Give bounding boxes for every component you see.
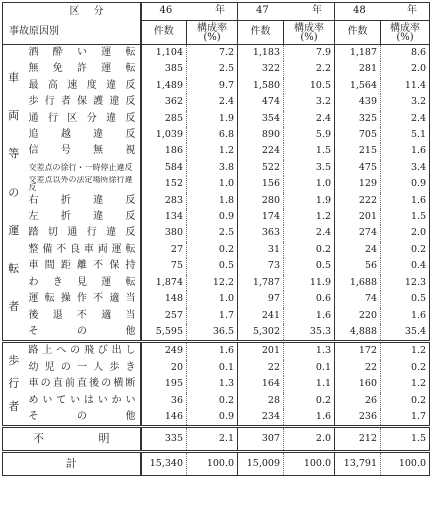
table-row (3, 275, 430, 291)
ratio-cell: 0.2 (284, 393, 335, 409)
ratio-cell: 1.5 (284, 143, 335, 159)
cause-label: 右折違反 (28, 194, 136, 206)
ratio-cell: 9.7 (187, 78, 238, 94)
ratio-cell: 1.3 (284, 342, 335, 360)
count-cell: 201 (238, 342, 284, 360)
count-cell: 156 (238, 176, 284, 192)
table-row (3, 324, 430, 342)
count-cell: 705 (335, 127, 381, 143)
ratio-cell: 1.6 (284, 409, 335, 427)
count-cell: 20 (141, 360, 187, 376)
ratio-cell: 2.0 (284, 427, 335, 452)
ratio-cell: 1.2 (284, 209, 335, 225)
count-cell: 56 (335, 258, 381, 274)
group-label-char: 等 (8, 147, 20, 161)
ratio-unit: (%) (396, 31, 414, 43)
ratio-cell: 1.9 (187, 111, 238, 127)
group-label-char: 者 (8, 400, 20, 414)
group-label-char: 両 (8, 109, 20, 123)
ratio-cell: 0.9 (187, 209, 238, 225)
count-cell: 174 (238, 209, 284, 225)
count-cell: 24 (335, 242, 381, 258)
ratio-cell: 1.0 (187, 176, 238, 192)
table-row (3, 127, 430, 143)
table-row (3, 143, 430, 159)
unknown-row (3, 427, 430, 452)
count-cell: 236 (335, 409, 381, 427)
ratio-unit: (%) (300, 31, 318, 43)
year-48-unit: 年 (407, 5, 418, 17)
table-row (3, 78, 430, 94)
table-row (3, 393, 430, 409)
count-cell: 385 (141, 61, 187, 77)
table-row (3, 342, 430, 360)
count-cell: 522 (238, 160, 284, 176)
count-cell: 129 (335, 176, 381, 192)
cause-label: 通行区分違反 (28, 112, 136, 124)
ratio-cell: 0.2 (187, 393, 238, 409)
count-cell: 362 (141, 94, 187, 110)
count-cell: 134 (141, 209, 187, 225)
ratio-cell: 35.3 (284, 324, 335, 342)
count-cell: 475 (335, 160, 381, 176)
ratio-cell: 0.9 (187, 409, 238, 427)
total-row (3, 452, 430, 476)
count-cell: 27 (141, 242, 187, 258)
table-row (3, 258, 430, 274)
table-row (3, 176, 430, 192)
ratio-cell: 2.2 (284, 61, 335, 77)
count-cell: 212 (335, 427, 381, 452)
cause-label: 最高速度違反 (28, 79, 136, 91)
cause-label: その他 (25, 324, 141, 342)
cause-label: 後退不適当 (28, 309, 136, 321)
cause-label: 路上への飛び出し (25, 342, 141, 360)
ratio-cell: 2.5 (187, 225, 238, 241)
year-47-unit: 年 (312, 5, 323, 17)
ratio-cell: 2.4 (284, 111, 335, 127)
count-cell: 1,787 (238, 275, 284, 291)
count-cell: 28 (238, 393, 284, 409)
ratio-cell: 5.9 (284, 127, 335, 143)
count-cell: 224 (238, 143, 284, 159)
ratio-cell: 5.1 (381, 127, 430, 143)
count-cell: 307 (238, 427, 284, 452)
ratio-cell: 1.6 (284, 308, 335, 324)
ratio-cell: 2.1 (187, 427, 238, 452)
count-cell: 222 (335, 193, 381, 209)
count-cell: 15,009 (238, 452, 284, 476)
ratio-cell: 0.2 (381, 360, 430, 376)
ratio-label: 構成率 (197, 22, 227, 34)
count-cell: 1,104 (141, 45, 187, 62)
count-cell: 186 (141, 143, 187, 159)
table-row (3, 61, 430, 77)
ratio-cell: 2.5 (187, 61, 238, 77)
table-row (3, 111, 430, 127)
count-cell: 146 (141, 409, 187, 427)
ratio-cell: 0.1 (284, 360, 335, 376)
count-cell: 274 (335, 225, 381, 241)
table-row (3, 225, 430, 241)
ratio-cell: 7.9 (284, 45, 335, 62)
count-cell: 283 (141, 193, 187, 209)
table-row (3, 291, 430, 307)
count-cell: 36 (141, 393, 187, 409)
count-cell: 1,039 (141, 127, 187, 143)
ratio-cell: 1.6 (381, 143, 430, 159)
count-cell: 4,888 (335, 324, 381, 342)
ratio-cell: 10.5 (284, 78, 335, 94)
count-cell: 97 (238, 291, 284, 307)
ratio-cell: 3.4 (381, 160, 430, 176)
count-cell: 1,580 (238, 78, 284, 94)
count-cell: 148 (141, 291, 187, 307)
group-label-char: の (8, 185, 20, 199)
cause-label: その他 (25, 409, 141, 427)
count-cell: 1,187 (335, 45, 381, 62)
group-label-char: 者 (8, 300, 20, 314)
total-label: 計 (3, 452, 141, 476)
ratio-cell: 100.0 (187, 452, 238, 476)
count-cell: 31 (238, 242, 284, 258)
ratio-cell: 0.6 (284, 291, 335, 307)
ratio-cell: 2.4 (381, 111, 430, 127)
ratio-cell: 0.2 (284, 242, 335, 258)
ratio-cell: 12.2 (187, 275, 238, 291)
year-48-header (335, 3, 430, 21)
count-cell: 15,340 (141, 452, 187, 476)
ratio-cell: 3.2 (381, 94, 430, 110)
ratio-cell: 0.4 (381, 258, 430, 274)
ratio-cell: 1.2 (381, 376, 430, 392)
ratio-cell: 11.4 (381, 78, 430, 94)
count-cell: 584 (141, 160, 187, 176)
count-cell: 335 (141, 427, 187, 452)
ratio-cell: 0.2 (381, 242, 430, 258)
count-cell: 172 (335, 342, 381, 360)
pedestrian-group-label (3, 342, 25, 427)
ratio-header-48 (381, 21, 430, 45)
count-cell: 354 (238, 111, 284, 127)
ratio-cell: 3.8 (187, 160, 238, 176)
unknown-label: 不明 (3, 427, 141, 452)
cause-label: 左折違反 (28, 211, 136, 223)
cause-label: 歩行者保護違反 (28, 96, 136, 108)
cause-label: 幼児の一人歩き (28, 361, 136, 373)
ratio-cell: 12.3 (381, 275, 430, 291)
ratio-cell: 0.1 (187, 360, 238, 376)
count-cell: 257 (141, 308, 187, 324)
count-cell: 280 (238, 193, 284, 209)
ratio-cell: 100.0 (284, 452, 335, 476)
ratio-cell: 35.4 (381, 324, 430, 342)
count-cell: 201 (335, 209, 381, 225)
ratio-cell: 0.9 (381, 176, 430, 192)
count-cell: 1,688 (335, 275, 381, 291)
ratio-cell: 1.8 (187, 193, 238, 209)
group-label-char: 行 (8, 377, 20, 391)
group-label-char: 車 (8, 71, 20, 85)
table-row (3, 94, 430, 110)
count-header-46: 件数 (141, 21, 187, 45)
cause-label: 車間距離不保持 (28, 260, 136, 272)
table-row (3, 242, 430, 258)
count-cell: 26 (335, 393, 381, 409)
accident-cause-table-container (2, 2, 429, 476)
cause-label: 踏切通行違反 (28, 227, 136, 239)
ratio-cell: 2.4 (187, 94, 238, 110)
ratio-cell: 36.5 (187, 324, 238, 342)
ratio-cell: 0.5 (284, 258, 335, 274)
ratio-label: 構成率 (294, 22, 325, 34)
ratio-cell: 7.2 (187, 45, 238, 62)
cause-label: 信号無視 (28, 145, 136, 157)
cause-label: 無免許運転 (28, 63, 136, 75)
count-cell: 1,874 (141, 275, 187, 291)
ratio-cell: 1.2 (187, 143, 238, 159)
group-label-char: 運 (8, 223, 20, 237)
year-48-number: 48 (353, 5, 366, 17)
count-cell: 380 (141, 225, 187, 241)
ratio-label: 構成率 (390, 22, 421, 34)
year-46-header (141, 3, 238, 21)
count-cell: 152 (141, 176, 187, 192)
count-header-47: 件数 (238, 21, 284, 45)
ratio-cell: 1.0 (187, 291, 238, 307)
count-cell: 74 (335, 291, 381, 307)
ratio-cell: 100.0 (381, 452, 430, 476)
count-cell: 281 (335, 61, 381, 77)
ratio-cell: 2.0 (381, 61, 430, 77)
accident-cause-table (2, 2, 430, 476)
table-row (3, 409, 430, 427)
ratio-cell: 11.9 (284, 275, 335, 291)
ratio-cell: 1.6 (381, 308, 430, 324)
table-row (3, 45, 430, 62)
ratio-cell: 6.8 (187, 127, 238, 143)
ratio-cell: 1.3 (187, 376, 238, 392)
count-cell: 890 (238, 127, 284, 143)
ratio-cell: 1.5 (381, 427, 430, 452)
ratio-cell: 2.4 (284, 225, 335, 241)
cause-label: 運転操作不適当 (28, 293, 136, 305)
count-cell: 249 (141, 342, 187, 360)
table-row (3, 308, 430, 324)
ratio-cell: 0.5 (381, 291, 430, 307)
count-cell: 285 (141, 111, 187, 127)
count-cell: 325 (335, 111, 381, 127)
table-row (3, 360, 430, 376)
ratio-cell: 2.0 (381, 225, 430, 241)
ratio-unit: (%) (203, 31, 221, 43)
count-cell: 234 (238, 409, 284, 427)
group-label-char: 転 (8, 261, 20, 275)
cause-label: わき見運転 (28, 276, 136, 288)
count-cell: 73 (238, 258, 284, 274)
cause-label: 交差点の徐行・一時停止違反 (28, 162, 133, 172)
group-label-char: 歩 (8, 354, 20, 368)
ratio-cell: 1.1 (284, 376, 335, 392)
count-cell: 5,595 (141, 324, 187, 342)
count-cell: 474 (238, 94, 284, 110)
count-cell: 439 (335, 94, 381, 110)
accident-cause-header: 事故原因別 (3, 21, 141, 45)
count-cell: 75 (141, 258, 187, 274)
cause-label: 交差点以外の法定場所徐行違反 (28, 176, 133, 193)
ratio-cell: 0.5 (187, 258, 238, 274)
year-47-header (238, 3, 335, 21)
year-47-number: 47 (256, 5, 269, 17)
ratio-cell: 1.6 (381, 193, 430, 209)
table-row (3, 209, 430, 225)
count-cell: 160 (335, 376, 381, 392)
driver-group-label (3, 45, 25, 342)
count-cell: 5,302 (238, 324, 284, 342)
count-cell: 220 (335, 308, 381, 324)
ratio-cell: 1.5 (381, 209, 430, 225)
ratio-cell: 1.7 (187, 308, 238, 324)
ratio-cell: 3.5 (284, 160, 335, 176)
ratio-header-46 (187, 21, 238, 45)
count-cell: 241 (238, 308, 284, 324)
ratio-cell: 0.2 (381, 393, 430, 409)
ratio-cell: 1.0 (284, 176, 335, 192)
count-cell: 195 (141, 376, 187, 392)
table-row (3, 160, 430, 176)
count-cell: 13,791 (335, 452, 381, 476)
count-cell: 22 (335, 360, 381, 376)
ratio-cell: 8.6 (381, 45, 430, 62)
cause-label: 車の直前直後の横断 (28, 378, 136, 390)
ratio-cell: 0.2 (187, 242, 238, 258)
ratio-cell: 1.9 (284, 193, 335, 209)
count-cell: 1,489 (141, 78, 187, 94)
count-cell: 1,183 (238, 45, 284, 62)
table-row (3, 376, 430, 392)
ratio-cell: 1.6 (187, 342, 238, 360)
category-header: 区分 (3, 3, 141, 21)
count-header-48: 件数 (335, 21, 381, 45)
count-cell: 22 (238, 360, 284, 376)
count-cell: 164 (238, 376, 284, 392)
year-46-unit: 年 (215, 5, 226, 17)
table-row (3, 193, 430, 209)
cause-label: 酒酔い運転 (28, 47, 136, 58)
year-46-number: 46 (159, 5, 173, 17)
count-cell: 363 (238, 225, 284, 241)
cause-label: 追越違反 (28, 129, 136, 141)
cause-label: めいていはいかい (28, 394, 136, 406)
count-cell: 215 (335, 143, 381, 159)
cause-label: 整備不良車両運転 (28, 243, 136, 255)
ratio-cell: 1.7 (381, 409, 430, 427)
ratio-header-47 (284, 21, 335, 45)
count-cell: 322 (238, 61, 284, 77)
count-cell: 1,564 (335, 78, 381, 94)
ratio-cell: 3.2 (284, 94, 335, 110)
ratio-cell: 1.2 (381, 342, 430, 360)
